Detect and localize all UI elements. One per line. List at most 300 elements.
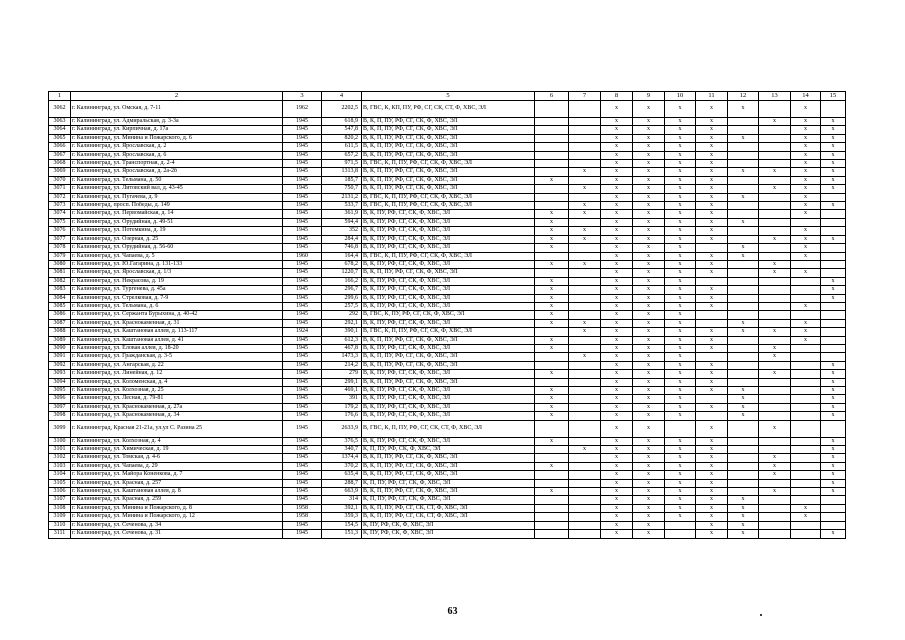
year-cell: 1945: [283, 302, 322, 310]
work-mark-cell: [759, 403, 791, 411]
work-mark-cell: [535, 160, 569, 168]
year-cell: 1945: [283, 210, 322, 218]
work-mark-cell: x: [633, 252, 665, 260]
record-number-cell: 3063: [49, 118, 71, 126]
work-mark-cell: x: [759, 420, 791, 437]
record-number-cell: 3078: [49, 244, 71, 252]
column-header: 14: [791, 92, 821, 101]
work-mark-cell: x: [791, 193, 821, 201]
work-mark-cell: x: [633, 530, 665, 538]
record-number-cell: 3087: [49, 319, 71, 327]
work-mark-cell: [759, 294, 791, 302]
work-mark-cell: x: [728, 395, 759, 403]
work-mark-cell: x: [665, 277, 696, 285]
column-header: 1: [49, 92, 71, 101]
work-mark-cell: x: [728, 168, 759, 176]
work-mark-cell: [569, 302, 601, 310]
table-row: [49, 437, 846, 445]
work-mark-cell: x: [633, 504, 665, 512]
work-mark-cell: x: [665, 479, 696, 487]
area-cell: 257,5: [322, 302, 362, 310]
area-cell: 279: [322, 370, 362, 378]
table-row: [49, 252, 846, 260]
work-mark-cell: x: [665, 302, 696, 310]
area-cell: 176,6: [322, 412, 362, 420]
column-header: 4: [322, 92, 362, 101]
work-mark-cell: x: [601, 126, 633, 134]
work-mark-cell: [535, 479, 569, 487]
record-number-cell: 3100: [49, 437, 71, 445]
work-mark-cell: [535, 118, 569, 126]
address-cell: г. Калининград, ул. Каштановая аллея, д. 8: [71, 488, 283, 496]
work-mark-cell: [759, 176, 791, 184]
work-mark-cell: x: [665, 286, 696, 294]
work-mark-cell: [759, 126, 791, 134]
work-mark-cell: [791, 286, 821, 294]
address-cell: г. Калининград, ул. Ярославская, д. 6: [71, 151, 283, 159]
work-mark-cell: x: [633, 302, 665, 310]
record-number-cell: 3094: [49, 378, 71, 386]
work-mark-cell: [759, 252, 791, 260]
work-mark-cell: [665, 521, 696, 529]
work-mark-cell: x: [601, 479, 633, 487]
year-cell: 1945: [283, 134, 322, 142]
year-cell: 1962: [283, 101, 322, 118]
address-cell: г. Калининград, ул. Чапаева, д. 29: [71, 462, 283, 470]
work-mark-cell: x: [759, 260, 791, 268]
record-number-cell: 3070: [49, 176, 71, 184]
systems-cell: В, К, ПУ, РФ, СГ, СК, Ф, ХВС, ЭЛ: [362, 302, 535, 310]
area-cell: 2633,9: [322, 420, 362, 437]
work-mark-cell: x: [665, 134, 696, 142]
work-mark-cell: x: [633, 176, 665, 184]
work-mark-cell: x: [665, 378, 696, 386]
work-mark-cell: x: [633, 336, 665, 344]
systems-cell: В, К, П, ПУ, РФ, СГ, СК, Ф, ХВС, ЭЛ: [362, 126, 535, 134]
address-cell: г. Калининград, ул. Тургенева, д. 45а: [71, 286, 283, 294]
work-mark-cell: [569, 403, 601, 411]
systems-cell: В, К, ПУ, РФ, СГ, СК, Ф, ХВС, ЭЛ: [362, 319, 535, 327]
table-row: [49, 151, 846, 159]
work-mark-cell: x: [696, 504, 728, 512]
address-cell: г. Калининград, просп. Победы, д. 149: [71, 202, 283, 210]
work-mark-cell: x: [601, 328, 633, 336]
work-mark-cell: x: [759, 269, 791, 277]
work-mark-cell: x: [759, 471, 791, 479]
work-mark-cell: x: [633, 160, 665, 168]
table-row: [49, 286, 846, 294]
address-cell: г. Калининград, ул. Колхозная, д. 25: [71, 387, 283, 395]
work-mark-cell: x: [696, 403, 728, 411]
address-cell: г. Калининград, ул. Сеченова, д. 34: [71, 521, 283, 529]
work-mark-cell: x: [601, 269, 633, 277]
work-mark-cell: [569, 437, 601, 445]
work-mark-cell: x: [696, 118, 728, 126]
work-mark-cell: [791, 260, 821, 268]
work-mark-cell: x: [569, 353, 601, 361]
year-cell: 1945: [283, 378, 322, 386]
work-mark-cell: x: [665, 118, 696, 126]
area-cell: 820,2: [322, 134, 362, 142]
record-number-cell: 3095: [49, 387, 71, 395]
work-mark-cell: x: [696, 235, 728, 243]
work-mark-cell: [728, 210, 759, 218]
table-row: [49, 185, 846, 193]
work-mark-cell: x: [759, 118, 791, 126]
work-mark-cell: [791, 530, 821, 538]
work-mark-cell: [569, 488, 601, 496]
record-number-cell: 3073: [49, 202, 71, 210]
record-number-cell: 3086: [49, 311, 71, 319]
systems-cell: В, К, П, ПУ, РФ, СГ, СК, Ф, ХВС, ЭЛ: [362, 118, 535, 126]
work-mark-cell: [569, 412, 601, 420]
work-mark-cell: x: [633, 479, 665, 487]
work-mark-cell: [728, 311, 759, 319]
work-mark-cell: x: [665, 143, 696, 151]
address-cell: г. Калининград, ул. Каштановая аллея, д. 113-117: [71, 328, 283, 336]
work-mark-cell: [569, 101, 601, 118]
work-mark-cell: x: [821, 168, 846, 176]
work-mark-cell: x: [696, 530, 728, 538]
work-mark-cell: [759, 210, 791, 218]
work-mark-cell: x: [601, 168, 633, 176]
systems-cell: В, К, ПУ, РФ, СГ, СК, Ф, ХВС, ЭЛ: [362, 370, 535, 378]
work-mark-cell: [728, 437, 759, 445]
address-cell: г. Калининград, ул. Литовский вал, д. 43-45: [71, 185, 283, 193]
address-cell: г. Калининград, ул. Минина и Пожарского, д. 8: [71, 504, 283, 512]
area-cell: 391: [322, 395, 362, 403]
table-row: [49, 488, 846, 496]
work-mark-cell: [696, 244, 728, 252]
work-mark-cell: x: [633, 420, 665, 437]
year-cell: 1945: [283, 336, 322, 344]
address-cell: г. Калининград, ул. Ярославская, д. 2: [71, 143, 283, 151]
work-mark-cell: [535, 496, 569, 504]
work-mark-cell: x: [665, 353, 696, 361]
systems-cell: В, К, ПУ, РФ, СГ, СК, Ф, ХВС, ЭЛ: [362, 437, 535, 445]
work-mark-cell: x: [665, 244, 696, 252]
record-number-cell: 3066: [49, 143, 71, 151]
area-cell: 657,2: [322, 151, 362, 159]
work-mark-cell: [759, 395, 791, 403]
work-mark-cell: [821, 336, 846, 344]
year-cell: 1945: [283, 227, 322, 235]
work-mark-cell: x: [791, 513, 821, 521]
year-cell: 1945: [283, 168, 322, 176]
work-mark-cell: x: [821, 176, 846, 184]
work-mark-cell: [759, 387, 791, 395]
year-cell: 1945: [283, 286, 322, 294]
work-mark-cell: [821, 260, 846, 268]
address-cell: г. Калининград, ул. Орудийная, д. 56-60: [71, 244, 283, 252]
work-mark-cell: x: [633, 328, 665, 336]
work-mark-cell: [791, 412, 821, 420]
work-mark-cell: x: [696, 218, 728, 226]
work-mark-cell: x: [633, 294, 665, 302]
record-number-cell: 3092: [49, 361, 71, 369]
area-cell: 352: [322, 227, 362, 235]
work-mark-cell: x: [696, 210, 728, 218]
systems-cell: В, К, П, ПУ, РФ, СГ, СК, Ф, ХВС, ЭЛ: [362, 378, 535, 386]
work-mark-cell: [791, 521, 821, 529]
year-cell: 1945: [283, 126, 322, 134]
work-mark-cell: x: [696, 252, 728, 260]
work-mark-cell: [535, 126, 569, 134]
work-mark-cell: x: [601, 420, 633, 437]
work-mark-cell: [759, 302, 791, 310]
work-mark-cell: [569, 143, 601, 151]
area-cell: 392,1: [322, 504, 362, 512]
work-mark-cell: x: [665, 260, 696, 268]
area-cell: 292: [322, 311, 362, 319]
work-mark-cell: x: [665, 168, 696, 176]
work-mark-cell: x: [728, 244, 759, 252]
work-mark-cell: [759, 530, 791, 538]
systems-cell: В, К, ПУ, РФ, СГ, СК, Ф, ХВС, ЭЛ: [362, 344, 535, 352]
area-cell: 359,3: [322, 513, 362, 521]
work-mark-cell: [791, 403, 821, 411]
work-mark-cell: x: [821, 395, 846, 403]
work-mark-cell: [821, 193, 846, 201]
year-cell: 1945: [283, 176, 322, 184]
work-mark-cell: x: [601, 260, 633, 268]
record-number-cell: 3067: [49, 151, 71, 159]
work-mark-cell: x: [633, 210, 665, 218]
work-mark-cell: x: [728, 101, 759, 118]
work-mark-cell: x: [601, 302, 633, 310]
work-mark-cell: [759, 504, 791, 512]
year-cell: 1945: [283, 462, 322, 470]
work-mark-cell: x: [535, 244, 569, 252]
address-cell: г. Калининград, ул. Минина и Пожарского, д. 12: [71, 513, 283, 521]
year-cell: 1945: [283, 193, 322, 201]
work-mark-cell: [821, 210, 846, 218]
work-mark-cell: x: [791, 235, 821, 243]
work-mark-cell: x: [759, 185, 791, 193]
systems-cell: В, К, ПУ, РФ, СГ, СК, Ф, ХВС, ЭЛ: [362, 244, 535, 252]
systems-cell: В, ГВС, К, ПУ, РФ, СГ, СК, Ф, ХВС, ЭЛ: [362, 311, 535, 319]
work-mark-cell: x: [601, 454, 633, 462]
work-mark-cell: [759, 336, 791, 344]
area-cell: 594,4: [322, 218, 362, 226]
table-row: [49, 227, 846, 235]
work-mark-cell: [728, 143, 759, 151]
area-cell: 1473,3: [322, 353, 362, 361]
work-mark-cell: x: [791, 302, 821, 310]
work-mark-cell: [821, 496, 846, 504]
table-row: [49, 160, 846, 168]
work-mark-cell: [569, 244, 601, 252]
year-cell: 1958: [283, 504, 322, 512]
work-mark-cell: [569, 479, 601, 487]
work-mark-cell: [569, 193, 601, 201]
work-mark-cell: [759, 513, 791, 521]
address-cell: г. Калининград, ул. Минина и Пожарского, д. 6: [71, 134, 283, 142]
work-mark-cell: x: [535, 336, 569, 344]
work-mark-cell: x: [759, 353, 791, 361]
table-row: [49, 403, 846, 411]
work-mark-cell: x: [696, 479, 728, 487]
work-mark-cell: x: [569, 446, 601, 454]
work-mark-cell: x: [665, 504, 696, 512]
address-cell: г. Калининград, ул. Транспортная, д. 2-4: [71, 160, 283, 168]
work-mark-cell: [791, 454, 821, 462]
work-mark-cell: x: [535, 488, 569, 496]
work-mark-cell: x: [696, 151, 728, 159]
record-number-cell: 3111: [49, 530, 71, 538]
work-mark-cell: [569, 134, 601, 142]
work-mark-cell: [759, 151, 791, 159]
column-header: 13: [759, 92, 791, 101]
work-mark-cell: x: [633, 387, 665, 395]
address-cell: г. Калининград, ул. Краснокаменная, д. 31: [71, 319, 283, 327]
systems-cell: К, ПУ, РФ, СК, Ф, ХВС, ЭЛ: [362, 521, 535, 529]
table-row: [49, 302, 846, 310]
work-mark-cell: x: [791, 176, 821, 184]
address-cell: г. Калининград, ул. Орудийная, д. 49-51: [71, 218, 283, 226]
table-row: [49, 395, 846, 403]
work-mark-cell: [569, 462, 601, 470]
table-row: [49, 521, 846, 529]
work-mark-cell: x: [821, 370, 846, 378]
work-mark-cell: [569, 118, 601, 126]
work-mark-cell: x: [759, 488, 791, 496]
work-mark-cell: x: [535, 311, 569, 319]
record-number-cell: 3108: [49, 504, 71, 512]
area-cell: 612,3: [322, 336, 362, 344]
work-mark-cell: [569, 151, 601, 159]
area-cell: 288,7: [322, 479, 362, 487]
work-mark-cell: x: [696, 521, 728, 529]
year-cell: 1945: [283, 235, 322, 243]
work-mark-cell: x: [569, 168, 601, 176]
record-number-cell: 3082: [49, 277, 71, 285]
work-mark-cell: x: [633, 344, 665, 352]
work-mark-cell: x: [821, 479, 846, 487]
work-mark-cell: x: [728, 218, 759, 226]
work-mark-cell: x: [665, 269, 696, 277]
record-number-cell: 3098: [49, 412, 71, 420]
address-cell: г. Калининград, ул. Чапаева, д. 5: [71, 252, 283, 260]
table-row: [49, 210, 846, 218]
work-mark-cell: [821, 328, 846, 336]
work-mark-cell: [728, 344, 759, 352]
work-mark-cell: x: [821, 151, 846, 159]
work-mark-cell: x: [633, 471, 665, 479]
work-mark-cell: x: [601, 336, 633, 344]
work-mark-cell: [696, 353, 728, 361]
work-mark-cell: x: [535, 176, 569, 184]
work-mark-cell: x: [665, 160, 696, 168]
work-mark-cell: x: [601, 437, 633, 445]
work-mark-cell: x: [728, 134, 759, 142]
work-mark-cell: x: [569, 328, 601, 336]
area-cell: 750,7: [322, 185, 362, 193]
work-mark-cell: [535, 252, 569, 260]
area-cell: 164,4: [322, 252, 362, 260]
work-mark-cell: [696, 412, 728, 420]
work-mark-cell: [759, 160, 791, 168]
area-cell: 314: [322, 496, 362, 504]
area-cell: 376,5: [322, 437, 362, 445]
work-mark-cell: x: [821, 235, 846, 243]
work-mark-cell: x: [633, 185, 665, 193]
work-mark-cell: x: [696, 387, 728, 395]
work-mark-cell: x: [821, 471, 846, 479]
year-cell: 1945: [283, 277, 322, 285]
work-mark-cell: x: [728, 319, 759, 327]
address-cell: г. Калининград, ул. Майора Коненкова, д. 7: [71, 471, 283, 479]
work-mark-cell: x: [633, 370, 665, 378]
address-cell: г. Калининград, ул. Озерная, д. 25: [71, 235, 283, 243]
work-mark-cell: x: [633, 446, 665, 454]
area-cell: 296,7: [322, 286, 362, 294]
record-number-cell: 3080: [49, 260, 71, 268]
systems-cell: К, П, ПУ, РФ, СГ, СК, Ф, ХВС, ЭЛ: [362, 479, 535, 487]
work-mark-cell: [569, 311, 601, 319]
work-mark-cell: [535, 471, 569, 479]
work-mark-cell: x: [696, 378, 728, 386]
table-row: [49, 311, 846, 319]
work-mark-cell: x: [601, 530, 633, 538]
work-mark-cell: x: [696, 437, 728, 445]
work-mark-cell: x: [665, 311, 696, 319]
year-cell: 1945: [283, 118, 322, 126]
work-mark-cell: x: [665, 185, 696, 193]
address-cell: г. Калининград, ул. Лесная, д. 79-81: [71, 395, 283, 403]
work-mark-cell: x: [665, 218, 696, 226]
work-mark-cell: x: [633, 319, 665, 327]
column-header: 7: [569, 92, 601, 101]
work-mark-cell: [535, 168, 569, 176]
column-header: 11: [696, 92, 728, 101]
work-mark-cell: x: [601, 471, 633, 479]
systems-cell: В, К, П, ПУ, РФ, СГ, СК, Ф, ХВС, ЭЛ: [362, 176, 535, 184]
work-mark-cell: x: [696, 176, 728, 184]
area-cell: 299,6: [322, 294, 362, 302]
year-cell: 1945: [283, 319, 322, 327]
table-row: [49, 462, 846, 470]
record-number-cell: 3097: [49, 403, 71, 411]
systems-cell: В, К, П, ПУ, РФ, СГ, СК, Ф, ХВС, ЭЛ: [362, 143, 535, 151]
work-mark-cell: [821, 101, 846, 118]
work-mark-cell: x: [633, 437, 665, 445]
work-mark-cell: [728, 361, 759, 369]
work-mark-cell: [791, 446, 821, 454]
systems-cell: В, К, ПУ, РФ, СГ, СК, Ф, ХВС, ЭЛ: [362, 395, 535, 403]
work-mark-cell: x: [759, 235, 791, 243]
year-cell: 1945: [283, 353, 322, 361]
work-mark-cell: x: [569, 319, 601, 327]
work-mark-cell: [569, 336, 601, 344]
area-cell: 340,7: [322, 446, 362, 454]
work-mark-cell: [759, 361, 791, 369]
table-row: [49, 530, 846, 538]
work-mark-cell: x: [633, 118, 665, 126]
work-mark-cell: x: [665, 361, 696, 369]
record-number-cell: 3104: [49, 471, 71, 479]
work-mark-cell: x: [791, 160, 821, 168]
work-mark-cell: [728, 471, 759, 479]
work-mark-cell: x: [601, 488, 633, 496]
work-mark-cell: x: [791, 134, 821, 142]
work-mark-cell: x: [791, 185, 821, 193]
systems-cell: В, К, ПУ, РФ, СГ, СК, Ф, ХВС, ЭЛ: [362, 235, 535, 243]
work-mark-cell: x: [791, 151, 821, 159]
year-cell: 1945: [283, 403, 322, 411]
work-mark-cell: [535, 530, 569, 538]
work-mark-cell: [535, 446, 569, 454]
